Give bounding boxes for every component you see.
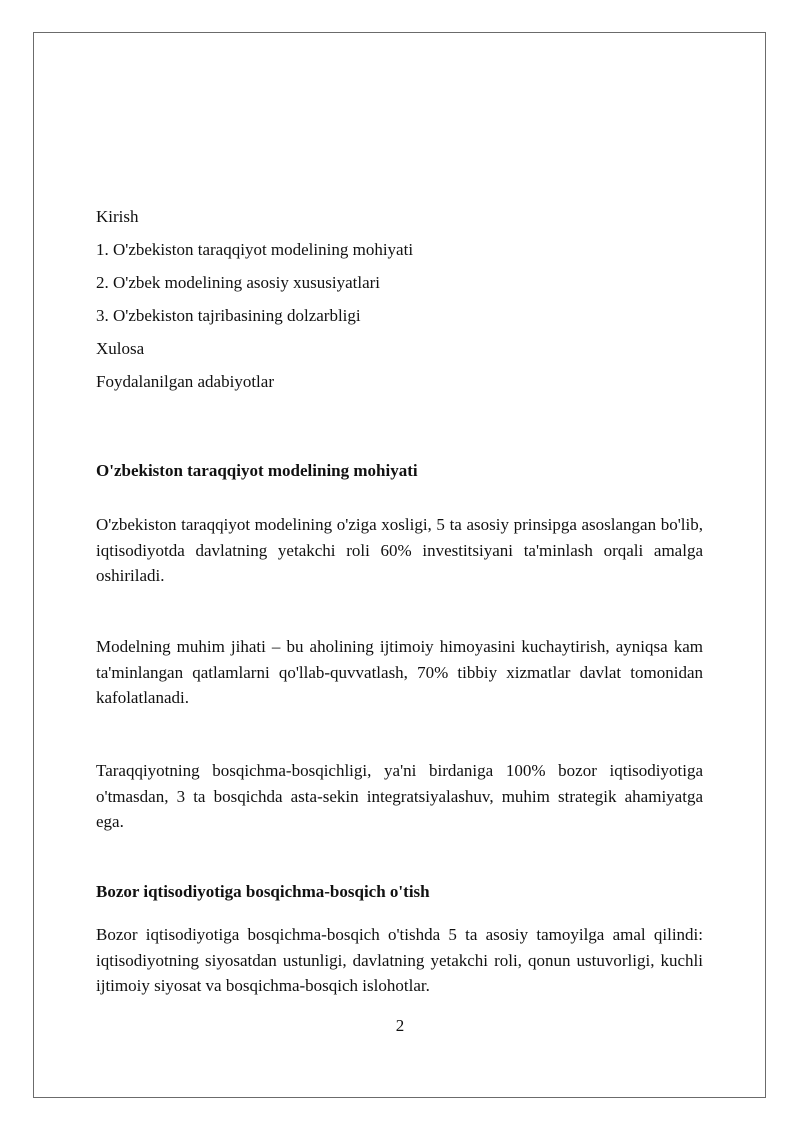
toc-item-conclusion: Xulosa	[96, 339, 145, 358]
toc-item-chapter-2: 2. O'zbek modelining asosiy xususiyatlari	[96, 273, 380, 292]
table-of-contents	[96, 200, 703, 398]
paragraph: Taraqqiyotning bosqichma-bosqichligi, ya'ni birdaniga 100% bozor iqtisodiyotiga o'tmasdan, 3 ta bosqichda asta-sekin integratsiyalashuv, muhim strategik ahamiyatga ega.	[96, 761, 703, 831]
page-number: 2	[395, 1016, 405, 1035]
paragraph: O'zbekiston taraqqiyot modelining o'ziga xosligi, 5 ta asosiy prinsipga asoslangan bo'lib, iqtisodiyotda davlatning yetakchi roli 60% investitsiyani ta'minlash orqali amalga oshiriladi.	[96, 515, 703, 585]
toc-item-chapter-3: 3. O'zbekiston tajribasining dolzarbligi	[96, 306, 361, 325]
paragraph: Bozor iqtisodiyotiga bosqichma-bosqich o'tishda 5 ta asosiy tamoyilga amal qilindi: iqtisodiyotning siyosatdan ustunligi, davlatning yetakchi roli, qonun ustuvorligi, kuchli ijtimoiy siyosat va bosqichma-bosqich islohotlar.	[96, 925, 703, 995]
toc-item-references: Foydalanilgan adabiyotlar	[96, 372, 274, 391]
paragraph: Modelning muhim jihati – bu aholining ijtimoiy himoyasini kuchaytirish, ayniqsa kam ta'minlangan qatlamlarni qo'llab-quvvatlash, 70% tibbiy xizmatlar davlat tomonidan kafolatlanadi.	[96, 637, 703, 707]
section-heading: O'zbekiston taraqqiyot modelining mohiyati	[96, 461, 418, 480]
section-heading: Bozor iqtisodiyotiga bosqichma-bosqich o'tish	[96, 882, 430, 901]
toc-item-chapter-1: 1. O'zbekiston taraqqiyot modelining mohiyati	[96, 240, 414, 259]
toc-item-introduction: Kirish	[96, 207, 139, 226]
